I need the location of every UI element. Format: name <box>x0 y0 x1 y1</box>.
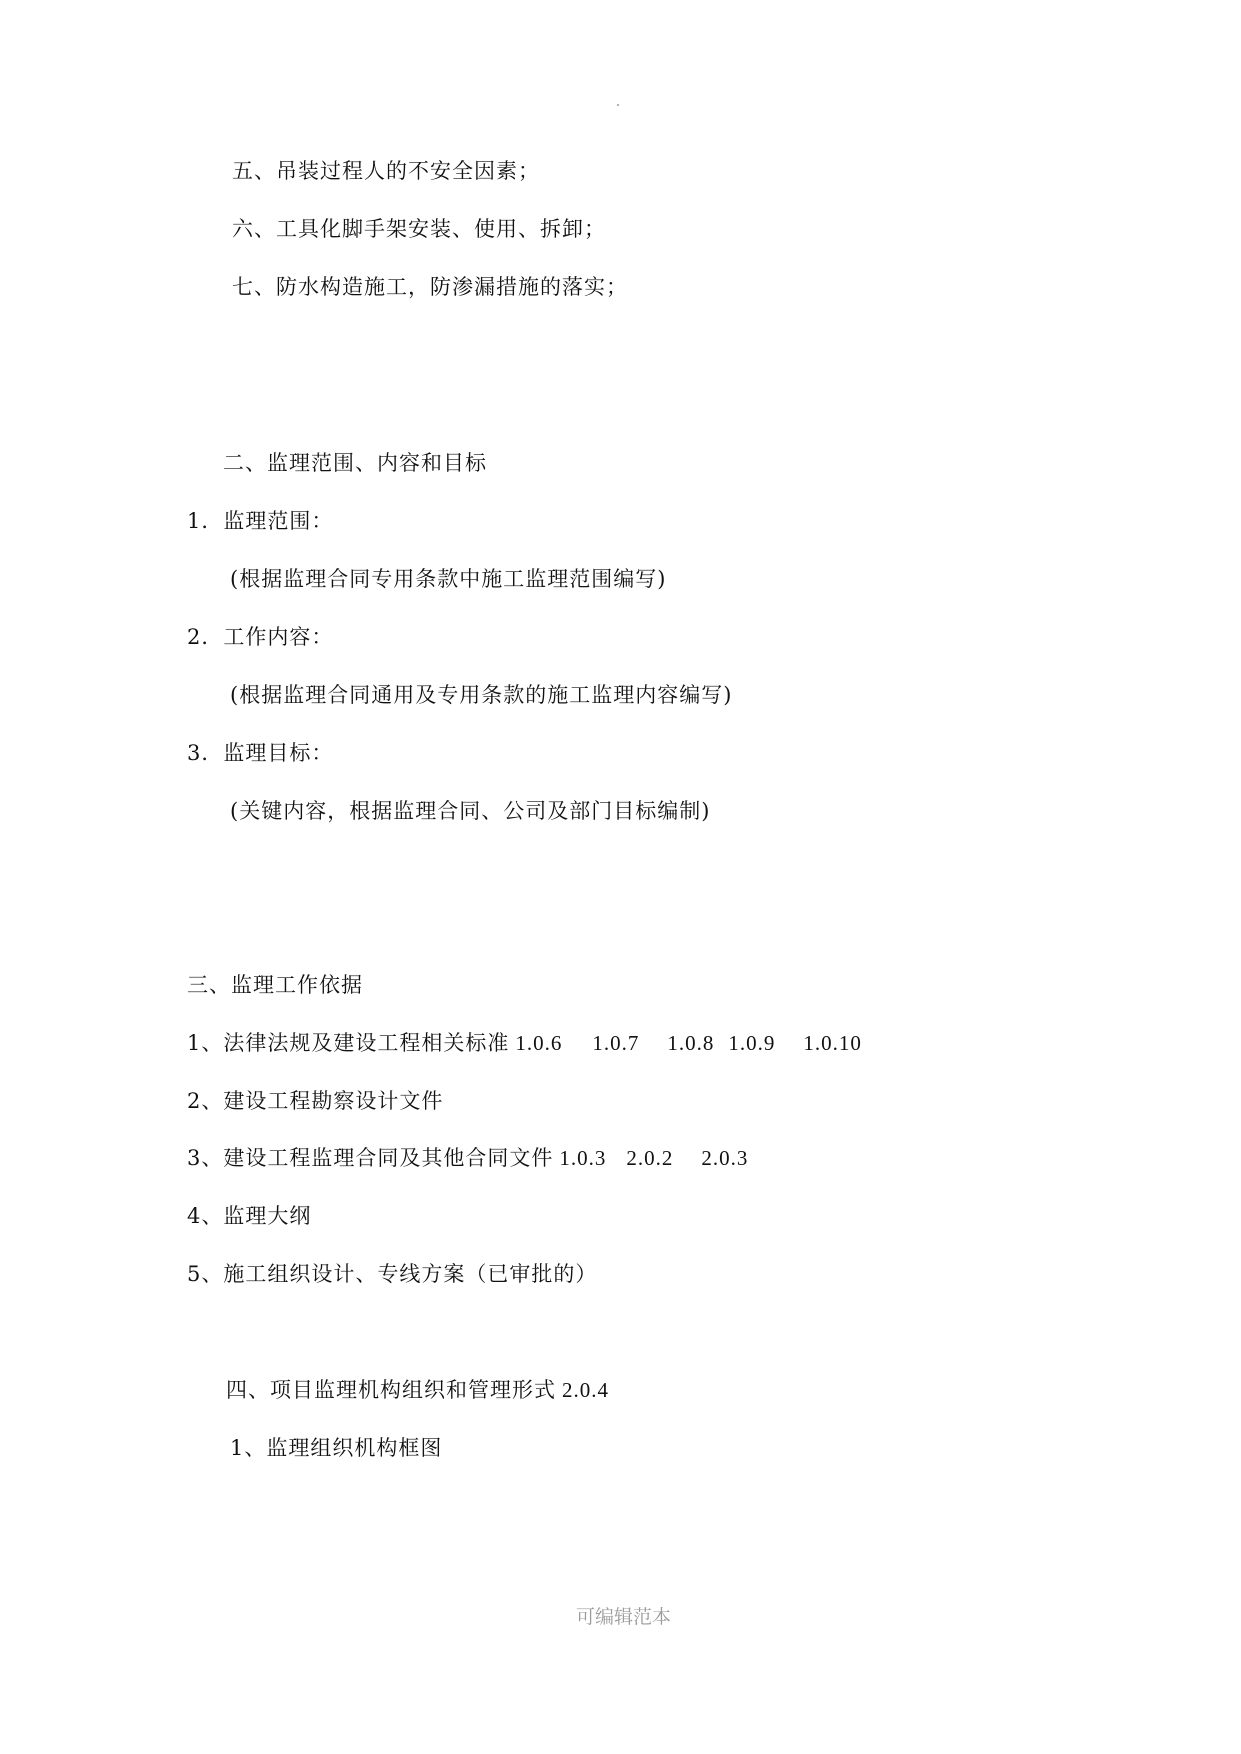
ref-2-0-3: 2.0.3 <box>701 1146 749 1170</box>
ref-1-0-8: 1.0.8 <box>667 1031 715 1055</box>
scope-label: 1．监理范围： <box>187 509 334 533</box>
scope-note: (根据监理合同专用条款中施工监理范围编写) <box>230 567 667 591</box>
organization-chart-item: 1、监理组织机构框图 <box>230 1436 443 1460</box>
basis-item-1-text: 1、法律法规及建设工程相关标准 <box>187 1031 510 1055</box>
section-heading-basis: 三、监理工作依据 <box>187 973 363 997</box>
ref-2-0-4: 2.0.4 <box>562 1378 609 1402</box>
list-item-5: 五、吊装过程人的不安全因素； <box>232 159 540 183</box>
ref-1-0-10: 1.0.10 <box>803 1031 862 1055</box>
scan-speck <box>617 104 619 106</box>
list-item-6: 六、工具化脚手架安装、使用、拆卸； <box>232 217 606 241</box>
organization-heading-text: 四、项目监理机构组织和管理形式 <box>226 1378 556 1402</box>
content-label: 2．工作内容： <box>187 625 334 649</box>
basis-item-4: 4、监理大纲 <box>187 1204 312 1228</box>
section-heading-organization <box>226 1376 609 1404</box>
list-item-7: 七、防水构造施工，防渗漏措施的落实； <box>232 275 628 299</box>
goal-note: (关键内容，根据监理合同、公司及部门目标编制) <box>230 799 711 823</box>
ref-1-0-9: 1.0.9 <box>728 1031 776 1055</box>
ref-1-0-6: 1.0.6 <box>515 1031 563 1055</box>
ref-2-0-2: 2.0.2 <box>626 1146 674 1170</box>
basis-item-3 <box>187 1144 748 1172</box>
footer-editable-template: 可编辑范本 <box>576 1607 672 1628</box>
basis-item-2: 2、建设工程勘察设计文件 <box>187 1089 444 1113</box>
goal-label: 3．监理目标： <box>187 741 334 765</box>
basis-item-3-text: 3、建设工程监理合同及其他合同文件 <box>187 1146 554 1170</box>
content-note: (根据监理合同通用及专用条款的施工监理内容编写) <box>230 683 733 707</box>
ref-1-0-3: 1.0.3 <box>559 1146 607 1170</box>
basis-item-1 <box>187 1029 862 1057</box>
section-heading-scope: 二、监理范围、内容和目标 <box>223 451 487 475</box>
ref-1-0-7: 1.0.7 <box>592 1031 640 1055</box>
basis-item-5: 5、施工组织设计、专线方案（已审批的） <box>187 1262 598 1286</box>
